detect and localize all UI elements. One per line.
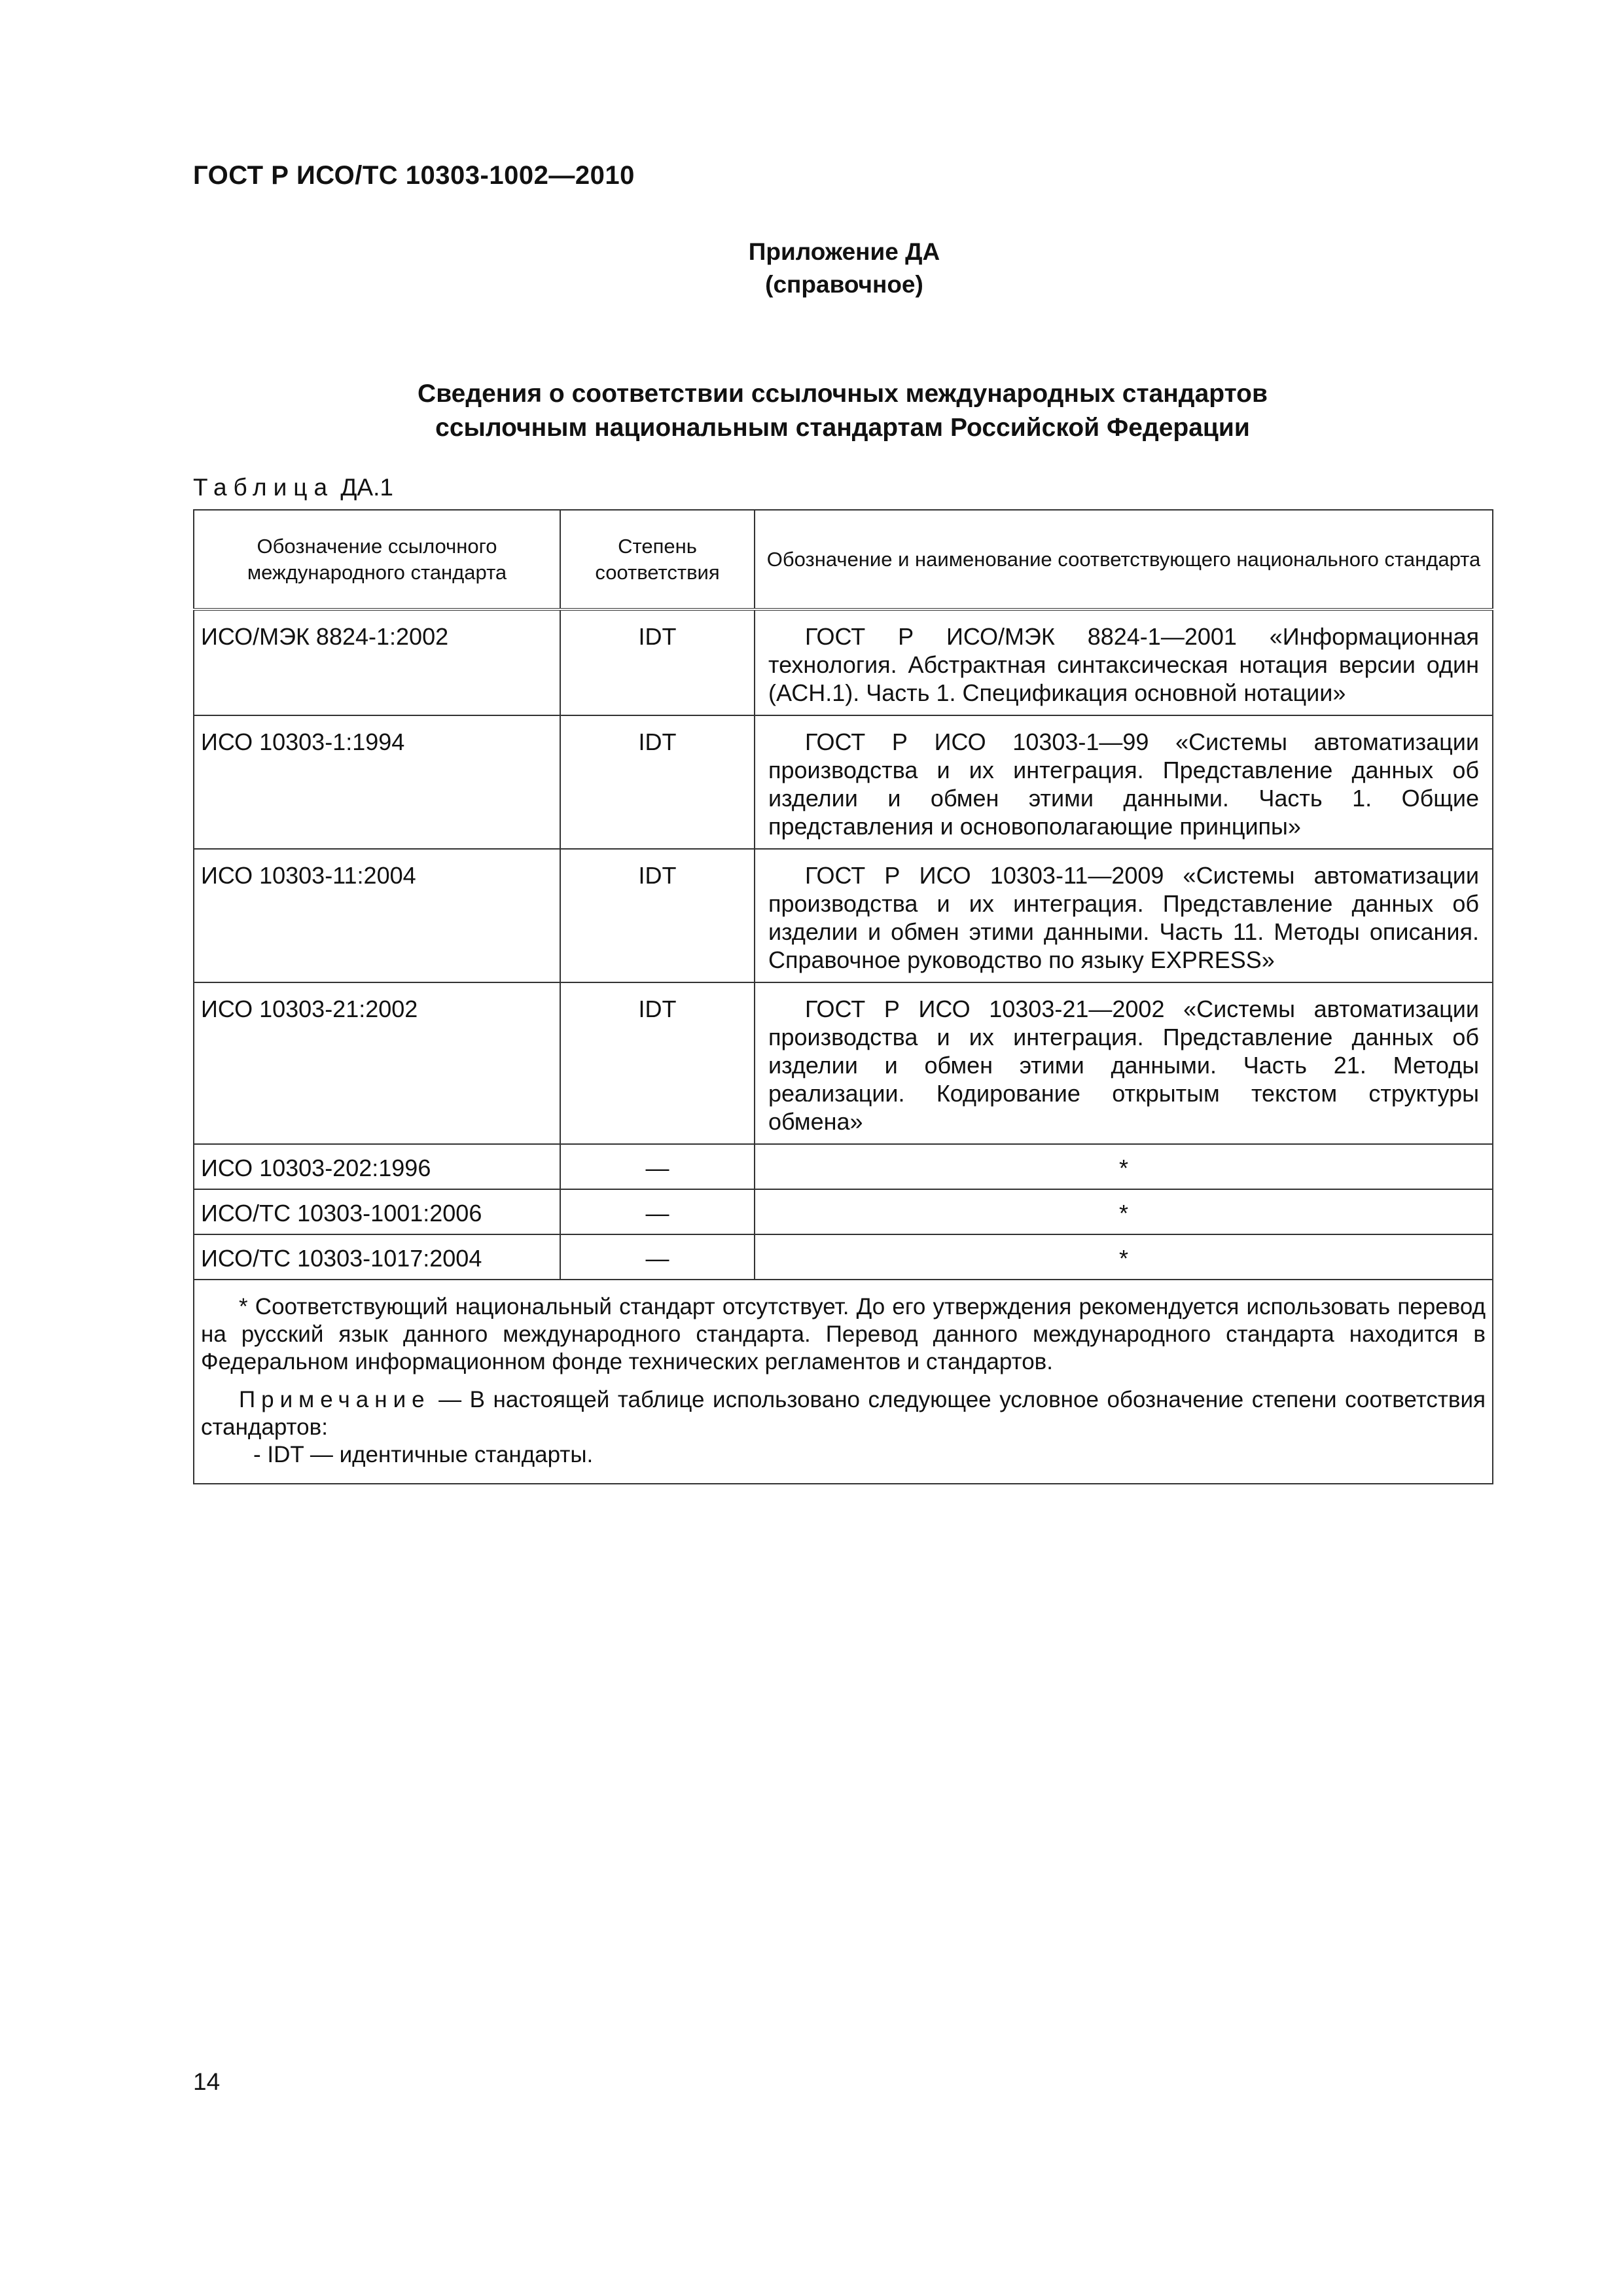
- table-notes: [194, 1280, 1493, 1484]
- cell-national-standard: *: [755, 1144, 1493, 1189]
- column-header-national: Обозначение и наименование соответствующего национального стандарта: [755, 510, 1493, 609]
- table-row: [194, 982, 1493, 1144]
- cell-degree: —: [560, 1189, 755, 1234]
- cell-intl-standard: ИСО/ТС 10303-1001:2006: [194, 1189, 560, 1234]
- table-row: [194, 1234, 1493, 1280]
- note-text: — В настоящей таблице использовано следующее условное обозначение степени соответствия стандартов:: [201, 1387, 1486, 1440]
- cell-degree: IDT: [560, 982, 755, 1144]
- document-code: ГОСТ Р ИСО/ТС 10303-1002—2010: [193, 161, 635, 190]
- appendix-title: Приложение ДА: [748, 238, 940, 265]
- cell-intl-standard: ИСО/МЭК 8824-1:2002: [194, 609, 560, 715]
- column-header-degree: Степень соответствия: [560, 510, 755, 609]
- table-footnote: * Соответствующий национальный стандарт отсутствует. До его утверждения рекомендуется использовать перевод на русский язык данного международного стандарта. Перевод данного международного стандарта находится в Федеральном информационном фонде технических регламентов и стандартов.: [201, 1294, 1486, 1374]
- table-row: [194, 715, 1493, 849]
- cell-national-standard: ГОСТ Р ИСО 10303-21—2002 «Системы автоматизации производства и их интеграция. Представление данных об изделии и обмен этими данными. Часть 21. Методы реализации. Кодирование открытым текстом структуры обмена»: [755, 982, 1493, 1144]
- cell-degree: IDT: [560, 849, 755, 982]
- cell-degree: IDT: [560, 609, 755, 715]
- cell-degree: IDT: [560, 715, 755, 849]
- section-title: [193, 377, 1492, 445]
- table-row: [194, 1144, 1493, 1189]
- cell-intl-standard: ИСО 10303-1:1994: [194, 715, 560, 849]
- cell-national-standard: *: [755, 1189, 1493, 1234]
- table-row: [194, 849, 1493, 982]
- table-caption-number: ДА.1: [340, 474, 393, 501]
- table-caption: [193, 474, 393, 501]
- cell-national-standard: ГОСТ Р ИСО 10303-11—2009 «Системы автоматизации производства и их интеграция. Представление данных об изделии и обмен этими данными. Часть 11. Методы описания. Справочное руководство по языку EXPRESS»: [755, 849, 1493, 982]
- cell-national-standard: ГОСТ Р ИСО/МЭК 8824-1—2001 «Информационная технология. Абстрактная синтаксическая нотация версии один (АСН.1). Часть 1. Спецификация основной нотации»: [755, 609, 1493, 715]
- cell-intl-standard: ИСО 10303-11:2004: [194, 849, 560, 982]
- cell-national-standard: ГОСТ Р ИСО 10303-1—99 «Системы автоматизации производства и их интеграция. Представление данных об изделии и обмен этими данными. Часть 1. Общие представления и основополагающие принципы»: [755, 715, 1493, 849]
- note-list-item: - IDT — идентичные стандарты.: [253, 1442, 594, 1467]
- cell-degree: —: [560, 1234, 755, 1280]
- cell-intl-standard: ИСО 10303-202:1996: [194, 1144, 560, 1189]
- cell-degree: —: [560, 1144, 755, 1189]
- note-label: Примечание: [239, 1387, 431, 1412]
- section-title-line-2: ссылочным национальным стандартам Российской Федерации: [435, 414, 1250, 442]
- column-header-intl: Обозначение ссылочного международного стандарта: [194, 510, 560, 609]
- table-caption-word: Таблица: [193, 474, 334, 501]
- table-notes-row: [194, 1280, 1493, 1484]
- page-number: 14: [193, 2068, 221, 2095]
- appendix-subtitle: (справочное): [765, 271, 923, 298]
- table-note: [201, 1386, 1486, 1441]
- cell-intl-standard: ИСО 10303-21:2002: [194, 982, 560, 1144]
- section-title-line-1: Сведения о соответствии ссылочных международных стандартов: [418, 380, 1268, 408]
- cell-intl-standard: ИСО/ТС 10303-1017:2004: [194, 1234, 560, 1280]
- table-row: [194, 1189, 1493, 1234]
- table-row: [194, 609, 1493, 715]
- correspondence-table: [193, 509, 1493, 1484]
- cell-national-standard: *: [755, 1234, 1493, 1280]
- appendix-heading: [687, 236, 1001, 301]
- table-header-row: [194, 510, 1493, 609]
